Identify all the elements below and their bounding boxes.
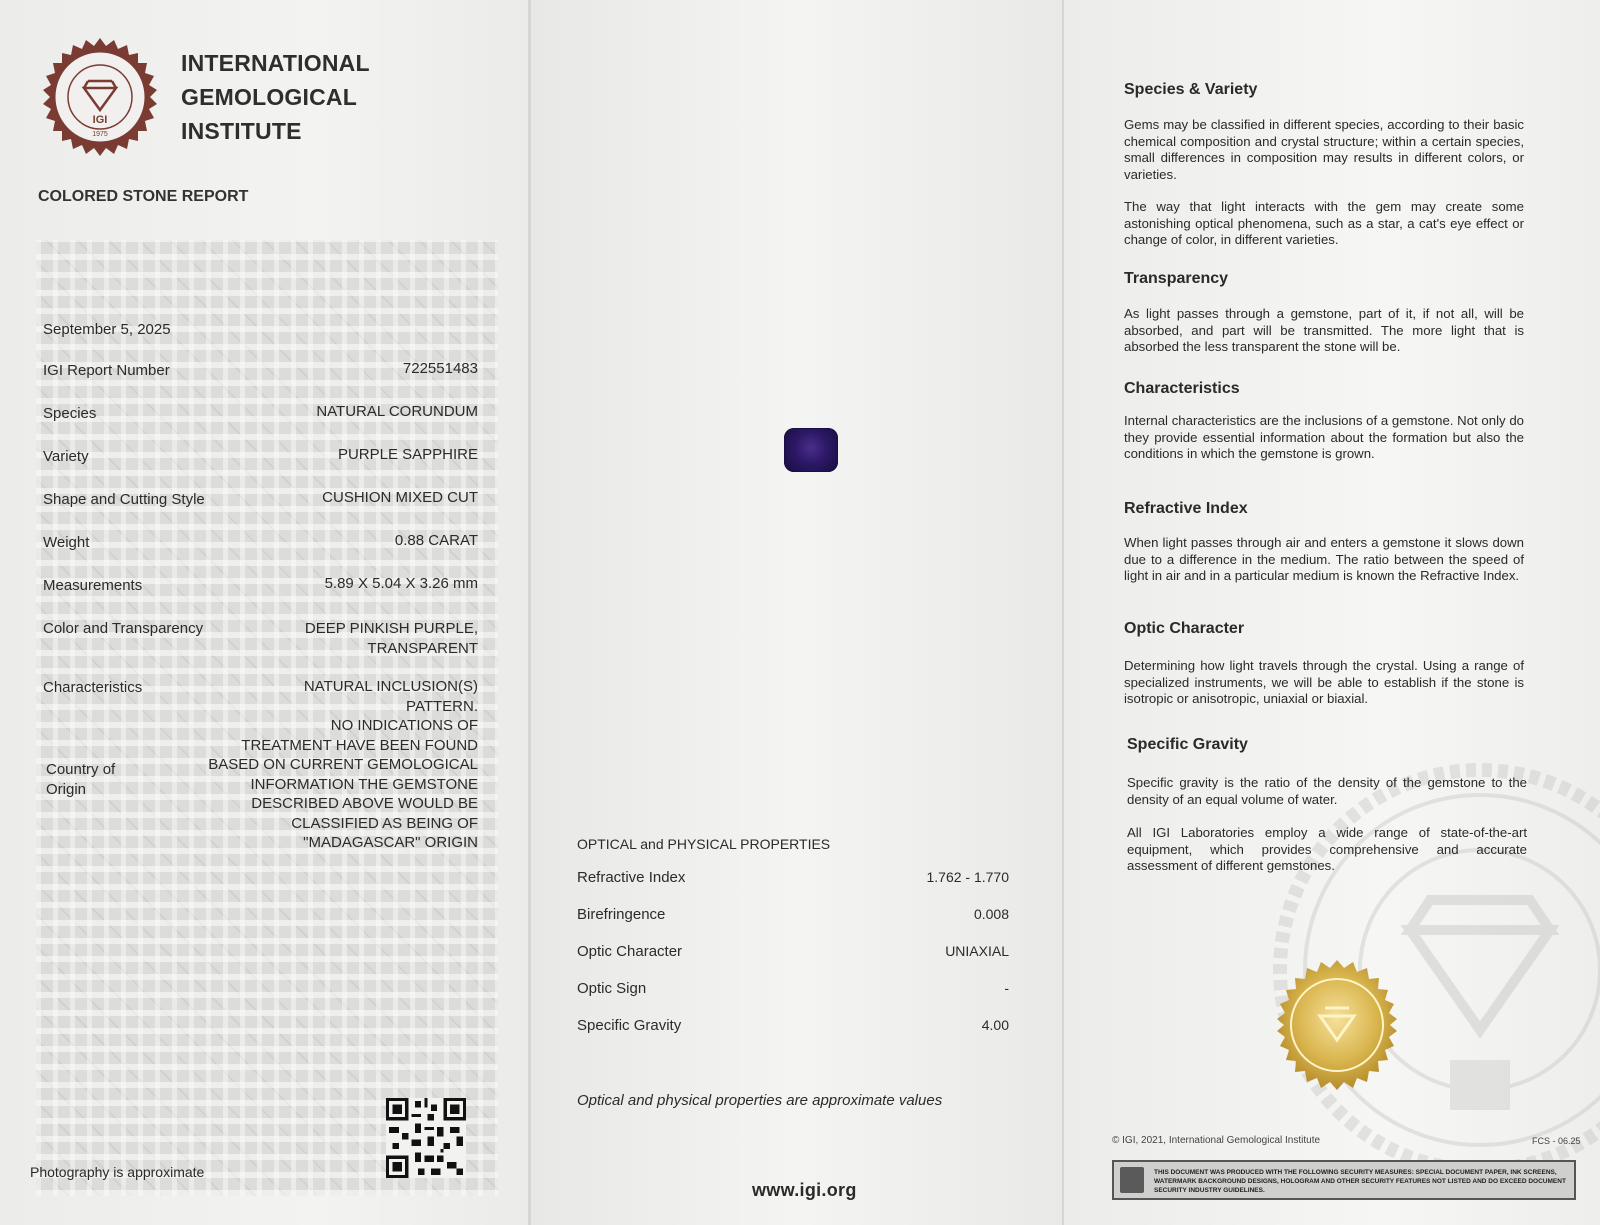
color-label: Color and Transparency [43,620,204,637]
qr-code-icon[interactable] [386,1098,466,1178]
heading-characteristics: Characteristics [1124,380,1240,397]
refractive-index-label: Refractive Index [577,869,686,886]
optic-sign-label: Optic Sign [577,980,647,997]
gemstone-photo [784,428,838,472]
origin-value-line: INFORMATION THE GEMSTONE [250,775,478,793]
security-notice-text: THIS DOCUMENT WAS PRODUCED WITH THE FOLLOWING SECURITY MEASURES: SPECIAL DOCUMENT PAPER, INK SCREENS, WATERMARK BACKGROUND DESIGNS, HOLOGRAM AND OTHER SECURITY FEATURES NOT LISTED AND DO EXCEED DOCUMENT SECURITY INDUSTRY GUIDELINES. [1154,1169,1566,1194]
origin-label-line: Country of [46,761,116,778]
approximate-values-note: Optical and physical properties are approximate values [577,1092,943,1109]
specific-gravity-value: 4.00 [981,1017,1009,1033]
birefringence-label: Birefringence [577,906,666,923]
optical-properties-title: OPTICAL and PHYSICAL PROPERTIES [577,836,831,852]
security-notice-box [1112,1160,1576,1200]
heading-refractive-index: Refractive Index [1124,500,1248,517]
variety-value: PURPLE SAPPHIRE [337,446,478,463]
para-species-1: Gems may be classified in different species, according to their basic chemical composition and crystal structure; within a certain species, small differences in composition may results in different colors, or varieties. [1124,117,1524,182]
color-value-line: TRANSPARENT [367,639,478,657]
shape-value: CUSHION MIXED CUT [322,489,478,506]
heading-optic-character: Optic Character [1124,620,1245,637]
website-link[interactable]: www.igi.org [752,1180,857,1200]
weight-value: 0.88 CARAT [394,532,478,549]
svg-text:1975: 1975 [92,131,108,138]
birefringence-value: 0.008 [973,906,1009,922]
para-optic-character: Determining how light travels through the crystal. Using a range of specialized instruments, we will be able to establish if the stone is isotropic or anisotropic, uniaxial or biaxial. [1124,658,1524,707]
svg-text:IGI: IGI [92,114,108,126]
origin-value-line: NO INDICATIONS OF [330,717,478,734]
photography-note: Photography is approximate [30,1164,205,1180]
heading-specific-gravity: Specific Gravity [1127,736,1248,753]
origin-value-line: CLASSIFIED AS BEING OF [291,814,478,832]
para-characteristics: Internal characteristics are the inclusions of a gemstone. Not only do they provide essential information about the formation but also the conditions in which the gemstone is grown. [1124,413,1524,462]
species-label: Species [43,405,97,422]
heading-species-variety: Species & Variety [1124,81,1258,98]
para-transparency: As light passes through a gemstone, part of it, if not all, will be absorbed, and part will be transmitted. The more light that is absorbed the less transparent the stone will be. [1124,306,1524,355]
org-name-line-1: INTERNATIONAL [181,50,370,76]
origin-value-line: TREATMENT HAVE BEEN FOUND [241,736,478,754]
characteristics-value [304,677,478,716]
para-specific-gravity-2: All IGI Laboratories employ a wide range of state-of-the-art equipment, which provides comprehensive and accurate assessment of different gemstones. [1127,825,1527,874]
optical-panel [531,0,1063,1225]
copyright-notice: © IGI, 2021, International Gemological Institute [1112,1135,1321,1146]
origin-value-line: DESCRIBED ABOVE WOULD BE [251,795,478,812]
species-value: NATURAL CORUNDUM [316,403,478,420]
igi-seal-logo [36,36,164,164]
report-number-value: 722551483 [402,360,478,377]
characteristics-label: Characteristics [43,679,143,696]
org-name-line-3: INSTITUTE [181,118,302,144]
origin-value-line: "MADAGASCAR" ORIGIN [303,834,478,851]
weight-label: Weight [43,534,90,551]
origin-label [46,760,115,799]
origin-value-line: BASED ON CURRENT GEMOLOGICAL [208,756,478,773]
heading-transparency: Transparency [1124,270,1229,287]
report-number-label: IGI Report Number [43,362,170,379]
para-refractive-index: When light passes through air and enters a gemstone it slows down due to a difference in the medium. The ratio between the speed of light in air and in a particular medium is known the Refractive Index. [1124,535,1524,584]
color-value [305,619,478,658]
specific-gravity-label: Specific Gravity [577,1017,682,1034]
refractive-index-value: 1.762 - 1.770 [926,869,1009,885]
lock-document-icon [1120,1167,1144,1193]
form-code: FCS - 06.25 [1532,1136,1581,1146]
color-value-line: DEEP PINKISH PURPLE, [304,620,478,637]
optic-character-value: UNIAXIAL [945,943,1009,959]
characteristics-value-line: NATURAL INCLUSION(S) [303,678,478,695]
report-panel [0,0,528,1225]
org-name-line-2: GEMOLOGICAL [181,84,357,110]
shape-label: Shape and Cutting Style [43,491,205,508]
optic-character-label: Optic Character [577,943,683,960]
measurements-label: Measurements [43,577,143,594]
characteristics-value-line: PATTERN. [406,697,478,715]
report-date: September 5, 2025 [43,321,171,338]
para-species-2: The way that light interacts with the gem may create some astonishing optical phenomena, such as a star, a cat's eye effect or change of color, in different varieties. [1124,199,1524,248]
gold-hologram-seal-icon [1270,958,1404,1092]
report-title: COLORED STONE REPORT [38,188,249,205]
variety-label: Variety [43,448,89,465]
measurements-value: 5.89 X 5.04 X 3.26 mm [324,575,478,592]
para-specific-gravity-1: Specific gravity is the ratio of the density of the gemstone to the density of an equal volume of water. [1127,775,1527,807]
origin-label-line: Origin [46,780,87,798]
optic-sign-value: - [1004,980,1009,996]
origin-value [208,716,478,853]
